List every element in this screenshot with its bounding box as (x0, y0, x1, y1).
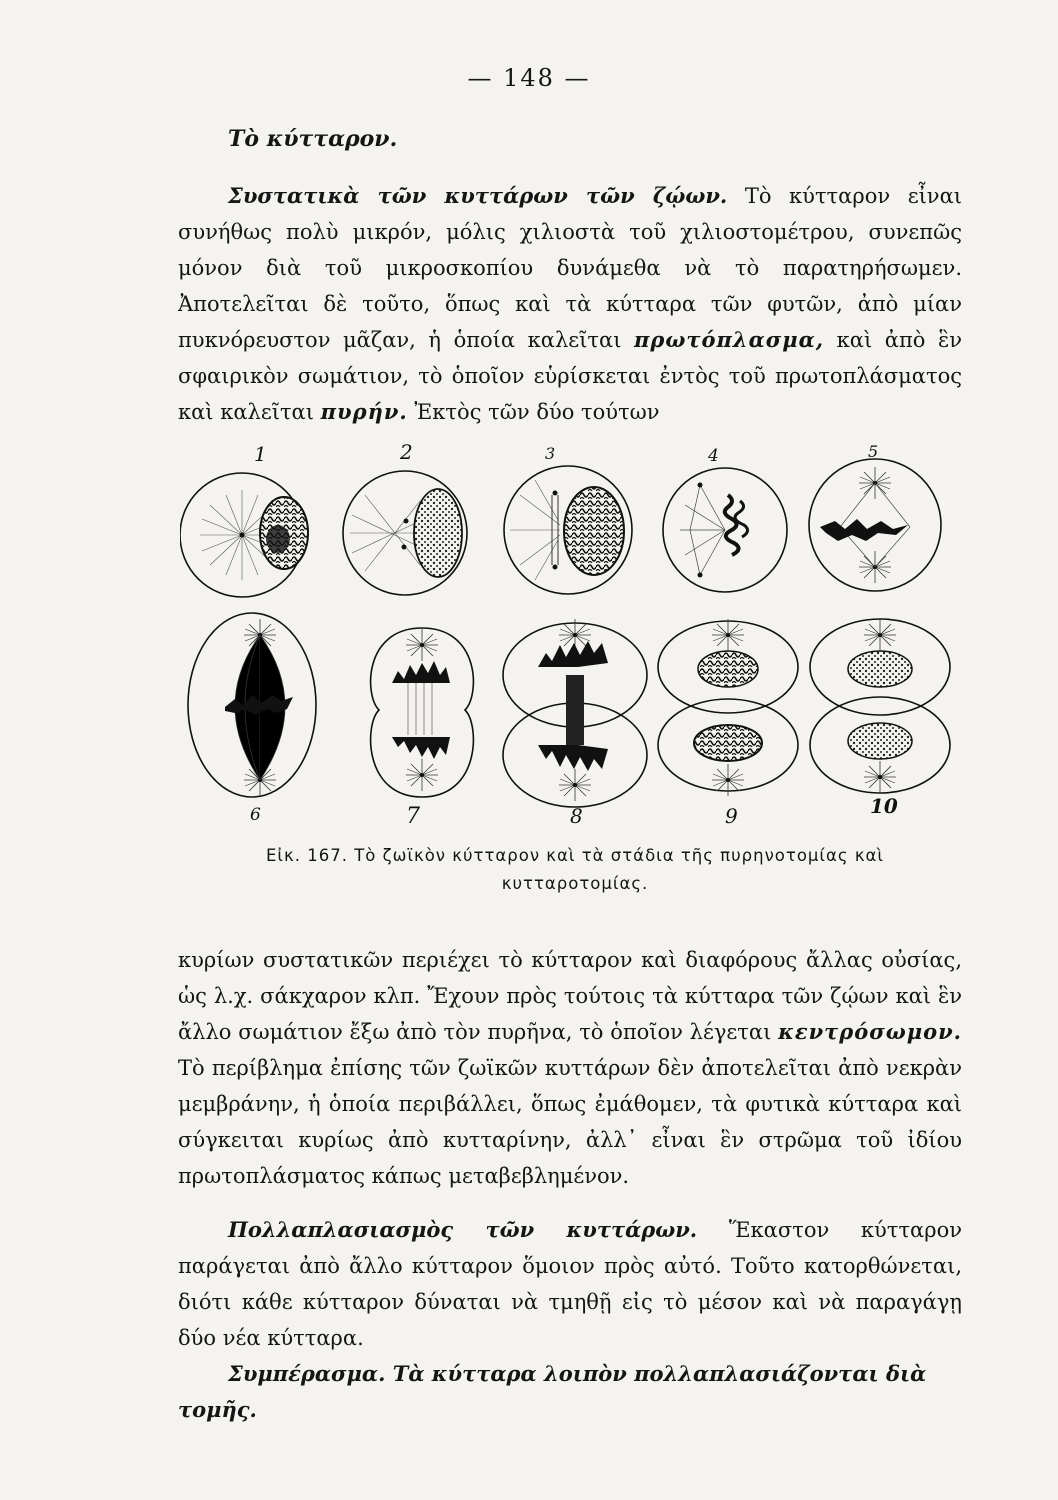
stage-label-9: 9 (725, 804, 738, 828)
caption-line-1: Εἰκ. 167. Τὸ ζωϊκὸν κύτταρον καὶ τὰ στάδια τῆς πυρηνοτομίας καὶ (265, 846, 885, 865)
conclusion-label: Συμπέρασμα. (228, 1361, 386, 1386)
cell-division-figure (180, 435, 960, 830)
cell-stage-8 (503, 619, 647, 807)
conclusion-text: Τὰ κύτταρα λοιπὸν πολλαπλασιάζονται διὰ τομῆς. (178, 1361, 927, 1422)
paragraph-components (178, 178, 962, 430)
cell-stage-4 (663, 468, 787, 592)
conclusion (178, 1356, 962, 1428)
stage-label-7: 7 (406, 804, 420, 829)
cell-stage-9 (658, 619, 798, 796)
cell-stage-1 (180, 473, 308, 597)
section-heading-multiplication: Πολλαπλασιασμὸς τῶν κυττάρων. (228, 1217, 698, 1242)
paragraph-multiplication (178, 1212, 962, 1356)
paragraph-text: Τὸ κύτταρον εἶναι συνήθως πολὺ μικρόν, μόλις χιλιοστὰ τοῦ χιλιοστομέτρου, συνεπῶς μόνον διὰ τοῦ μικροσκοπίου δυνάμεθα νὰ τὸ παρατηρήσωμεν. Ἀποτελεῖται δὲ τοῦτο, ὅπως καὶ τὰ κύτταρα τῶν φυτῶν, ἀπὸ μίαν πυκνόρευστον μᾶζαν, ἡ ὁποία καλεῖται (178, 184, 962, 352)
stage-label-4: 4 (708, 446, 719, 466)
paragraph-text: κυρίων συστατικῶν περιέχει τὸ κύτταρον καὶ διαφόρους ἄλλας οὐσίας, ὡς λ.χ. σάκχαρον κλπ. Ἔχουν πρὸς τούτοις τὰ κύτταρα τῶν ζῴων καὶ ἓν ἄλλο σωμάτιον ἔξω ἀπὸ τὸν πυρῆνα, τὸ ὁποῖον λέγεται (178, 948, 962, 1044)
stage-label-10: 10 (870, 794, 898, 818)
cell-stage-5 (809, 459, 941, 591)
section-heading-components: Συστατικὰ τῶν κυττάρων τῶν ζῴων. (228, 183, 728, 208)
stage-label-6: 6 (250, 805, 261, 825)
paragraph-text: καὶ ἀπὸ ἓν σφαιρικὸν σωμάτιον, τὸ ὁποῖον εὑρίσκεται ἐντὸς τοῦ πρωτοπλάσματος καὶ καλεῖται (178, 328, 963, 424)
term-nucleus: πυρήν. (320, 399, 408, 424)
stage-label-2: 2 (400, 440, 413, 464)
chapter-title: Τὸ κύτταρον. (228, 126, 398, 152)
paragraph-text: Ἐκτὸς τῶν δύο τούτων (407, 400, 660, 424)
term-protoplasm: πρωτόπλασμα, (634, 327, 825, 352)
stage-label-8: 8 (570, 804, 583, 828)
stage-label-3: 3 (545, 444, 556, 463)
term-centrosome: κεντρόσωμον. (778, 1019, 962, 1044)
paragraph-text: Ἕκαστον κύτταρον παράγεται ἀπὸ ἄλλο κύτταρον ὅμοιον πρὸς αὐτό. Τοῦτο κατορθώνεται, διότι κάθε κύτταρον δύναται νὰ τμηθῇ εἰς τὸ μέσον καὶ νὰ παραγάγῃ δύο νέα κύτταρα. (178, 1218, 962, 1350)
stage-label-5: 5 (868, 442, 879, 461)
cell-stage-10 (810, 619, 950, 793)
paragraph-centrosome (178, 942, 962, 1194)
cell-stage-6 (188, 613, 316, 797)
figure-caption (190, 842, 960, 898)
paragraph-text: Τὸ περίβλημα ἐπίσης τῶν ζωϊκῶν κυττάρων δὲν ἀποτελεῖται ἀπὸ νεκρὰν μεμβράνην, ἡ ὁποία περιβάλλει, ὅπως ἐμάθομεν, τὰ φυτικὰ κύτταρα καὶ σύγκειται κυρίως ἀπὸ κυτταρίνην, ἀλλ᾿ εἶναι ἓν στρῶμα τοῦ ἰδίου πρωτοπλάσματος κάπως μεταβεβλημένον. (178, 1056, 962, 1188)
cell-stage-2 (343, 471, 467, 595)
cell-stage-7 (371, 628, 474, 797)
caption-line-2: κυτταροτομίας. (501, 874, 649, 893)
stage-label-1: 1 (254, 442, 267, 466)
page-number: — 148 — (467, 64, 591, 92)
cell-stage-3 (504, 466, 632, 594)
